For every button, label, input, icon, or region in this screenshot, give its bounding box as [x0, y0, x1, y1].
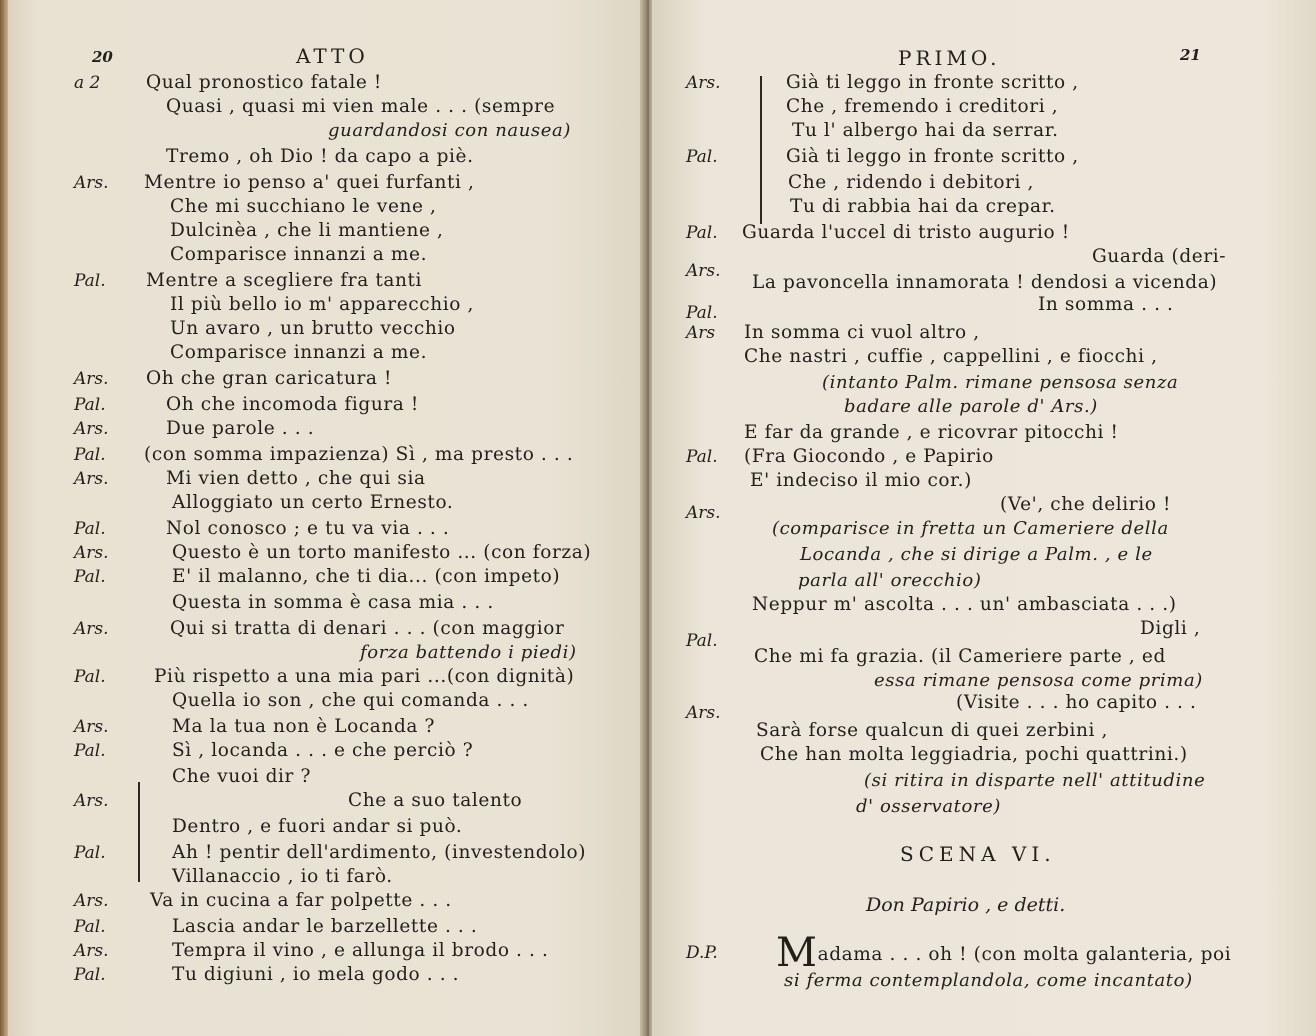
speaker-label: Ars. [74, 173, 109, 193]
verse-line: Qui si tratta di denari . . . (con maggior [170, 618, 565, 639]
speaker-label: Ars. [74, 419, 109, 439]
speaker-label: Pal. [686, 303, 718, 323]
speaker-label: Pal. [74, 741, 106, 761]
speaker-label: Pal. [74, 917, 106, 937]
speaker-label: Pal. [686, 223, 718, 243]
verse-line: Mentre io penso a' quei furfanti , [144, 172, 475, 193]
verse-line: Quasi , quasi mi vien male . . . (sempre [166, 96, 556, 117]
verse-line: Che vuoi dir ? [172, 766, 312, 787]
verse-line: Lascia andar le barzellette . . . [172, 916, 478, 937]
verse-line: Che , fremendo i creditori , [786, 96, 1059, 117]
verse-line: Già ti leggo in fronte scritto , [786, 146, 1079, 167]
stage-direction: parla all' orecchio) [798, 570, 982, 591]
speaker-label: Pal. [74, 395, 106, 415]
running-header: ATTO [296, 44, 369, 68]
page-edge [0, 0, 8, 1036]
speaker-label: Ars. [686, 703, 721, 723]
verse-line: Un avaro , un brutto vecchio [170, 318, 456, 339]
speaker-label: Pal. [74, 445, 106, 465]
verse-line: Tempra il vino , e allunga il brodo . . . [172, 940, 549, 961]
verse-line: (Fra Giocondo , e Papirio [744, 446, 994, 467]
verse-line: (con somma impazienza) Sì , ma presto . . . [144, 444, 574, 465]
verse-line: Che han molta leggiadria, pochi quattrini.) [760, 744, 1188, 765]
verse-line: Alloggiato un certo Ernesto. [172, 492, 454, 513]
verse-line: In somma ci vuol altro , [744, 322, 980, 343]
speaker-label: Pal. [74, 519, 106, 539]
speaker-label: Pal. [74, 965, 106, 985]
left-page [0, 0, 648, 1036]
verse-line: Tremo , oh Dio ! da capo a piè. [166, 146, 474, 167]
speaker-label: Ars. [74, 469, 109, 489]
speaker-label: Pal. [686, 147, 718, 167]
verse-line: Più rispetto a una mia pari ...(con dignità) [154, 666, 575, 687]
verse-line: Tu di rabbia hai da crepar. [790, 196, 1056, 217]
stage-direction: Locanda , che si dirige a Palm. , e le [800, 544, 1153, 565]
duet-brace [138, 782, 148, 882]
verse-line: Comparisce innanzi a me. [170, 342, 428, 363]
verse-line: In somma . . . [1038, 294, 1174, 315]
verse-line: Guarda l'uccel di tristo augurio ! [742, 222, 1070, 243]
verse-line: Oh che incomoda figura ! [166, 394, 419, 415]
verse-line: Neppur m' ascolta . . . un' ambasciata . . .) [752, 594, 1177, 615]
speaker-label: Pal. [74, 843, 106, 863]
verse-line: Nol conosco ; e tu va via . . . [166, 518, 450, 539]
running-header: PRIMO. [898, 46, 1001, 70]
verse-line: E' il malanno, che ti dia... (con impeto) [172, 566, 561, 587]
verse-line: Il più bello io m' apparecchio , [170, 294, 474, 315]
stage-direction: (comparisce in fretta un Cameriere della [772, 518, 1169, 539]
speaker-label: Ars. [74, 941, 109, 961]
verse-line: Qual pronostico fatale ! [146, 72, 382, 93]
verse-line: Che mi fa grazia. (il Cameriere parte , ed [754, 646, 1166, 667]
verse-line: Già ti leggo in fronte scritto , [786, 72, 1079, 93]
speaker-label: Ars. [74, 891, 109, 911]
page-number: 20 [92, 48, 113, 66]
verse-line: Tu l' albergo hai da serrar. [792, 120, 1059, 141]
speaker-label: Ars. [74, 543, 109, 563]
verse-line: Tu digiuni , io mela godo . . . [172, 964, 460, 985]
stage-direction: d' osservatore) [856, 796, 1002, 817]
verse-line: (Ve', che delirio ! [1000, 494, 1172, 515]
verse-line: Dentro , e fuori andar si può. [172, 816, 463, 837]
verse-line: E far da grande , e ricovrar pitocchi ! [744, 422, 1119, 443]
verse-line: Oh che gran caricatura ! [146, 368, 393, 389]
verse-line: (Visite . . . ho capito . . . [956, 692, 1197, 713]
verse-line: Sì , locanda . . . e che perciò ? [172, 740, 474, 761]
stage-direction: guardandosi con nausea) [328, 120, 571, 141]
speaker-label: Pal. [74, 567, 106, 587]
verse-line: Dulcinèa , che li mantiene , [170, 220, 444, 241]
verse-line: Mi vien detto , che qui sia [166, 468, 426, 489]
verse-line: Che mi succhiano le vene , [170, 196, 437, 217]
stage-direction: si ferma contemplandola, come incantato) [784, 970, 1193, 991]
verse-line: Che nastri , cuffie , cappellini , e fiocchi , [744, 346, 1158, 367]
speaker-label: Pal. [74, 667, 106, 687]
stage-direction: (intanto Palm. rimane pensosa senza [822, 372, 1179, 393]
speaker-label: Pal. [686, 447, 718, 467]
speaker-label: a 2 [74, 73, 101, 93]
verse-line: Quella io son , che qui comanda . . . [172, 690, 529, 711]
stage-direction: forza battendo i piedi) [360, 642, 577, 663]
speaker-label: Ars. [74, 791, 109, 811]
verse-line: Che a suo talento [348, 790, 523, 811]
verse-line: Va in cucina a far polpette . . . [150, 890, 452, 911]
verse-line: Ma la tua non è Locanda ? [172, 716, 436, 737]
verse-line: Che , ridendo i debitori , [788, 172, 1035, 193]
speaker-label: Ars. [686, 503, 721, 523]
verse-line: Madama . . . oh ! (con molta galanteria, poi [776, 930, 1232, 976]
speaker-label: Ars. [686, 261, 721, 281]
scene-title: SCENA VI. [900, 842, 1056, 866]
speaker-label: Ars [686, 323, 716, 343]
stage-direction: essa rimane pensosa come prima) [874, 670, 1203, 691]
stage-direction: badare alle parole d' Ars.) [844, 396, 1098, 417]
duet-brace [760, 76, 770, 224]
verse-line: Villanaccio , io ti farò. [172, 866, 393, 887]
verse-line: E' indeciso il mio cor.) [750, 470, 972, 491]
verse-line: La pavoncella innamorata ! dendosi a vicenda) [752, 272, 1218, 293]
verse-line: Digli , [1140, 618, 1201, 639]
verse-line: Comparisce innanzi a me. [170, 244, 428, 265]
speaker-label: Pal. [686, 631, 718, 651]
verse-line: Ah ! pentir dell'ardimento, (investendolo) [172, 842, 587, 863]
speaker-label: Ars. [686, 73, 721, 93]
speaker-label: D.P. [686, 943, 718, 963]
verse-line: Questa in somma è casa mia . . . [172, 592, 494, 613]
speaker-label: Ars. [74, 369, 109, 389]
page-number: 21 [1180, 46, 1201, 64]
verse-line: Sarà forse qualcun di quei zerbini , [756, 720, 1109, 741]
right-page [652, 0, 1316, 1036]
verse-line: Mentre a scegliere fra tanti [146, 270, 423, 291]
verse-line: Questo è un torto manifesto ... (con forza) [172, 542, 592, 563]
speaker-label: Ars. [74, 717, 109, 737]
speaker-label: Pal. [74, 271, 106, 291]
scene-cast: Don Papirio , e detti. [866, 894, 1066, 916]
stage-direction: (si ritira in disparte nell' attitudine [864, 770, 1206, 791]
speaker-label: Ars. [74, 619, 109, 639]
verse-line: Guarda (deri- [1092, 246, 1227, 267]
verse-line: Due parole . . . [166, 418, 315, 439]
